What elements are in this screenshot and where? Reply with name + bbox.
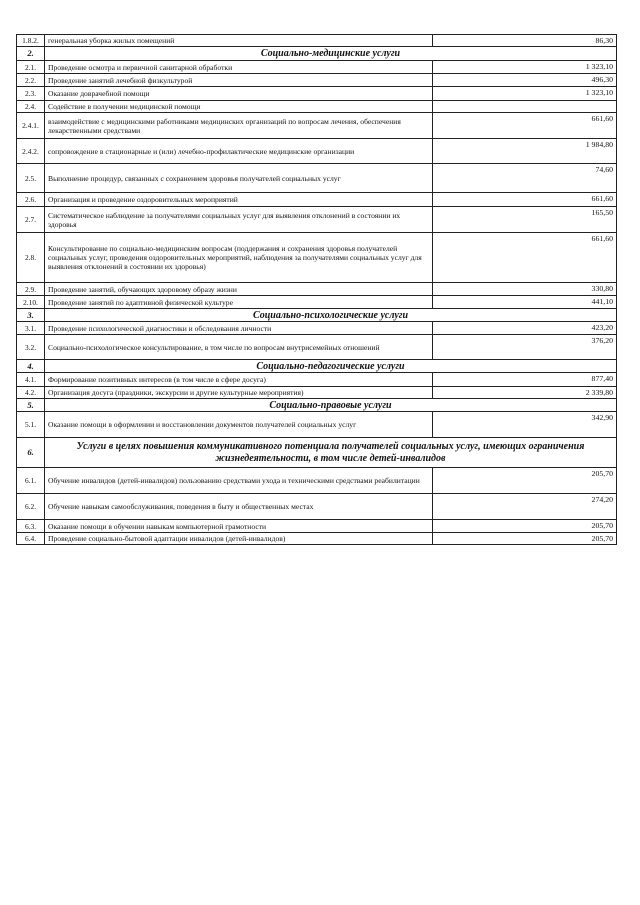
section-number: 5.: [17, 399, 45, 412]
service-price: 661,60: [433, 193, 617, 207]
service-row: [17, 335, 617, 360]
service-price: 342,90: [433, 412, 617, 438]
service-price: 376,20: [433, 335, 617, 360]
service-number: 2.10.: [17, 296, 45, 309]
service-number: 6.2.: [17, 494, 45, 520]
section-row: [17, 309, 617, 322]
service-number: 6.4.: [17, 533, 45, 545]
service-number: 3.1.: [17, 322, 45, 335]
service-row: [17, 494, 617, 520]
service-price: 205,70: [433, 520, 617, 533]
service-number: 2.6.: [17, 193, 45, 207]
service-name: Социально-психологическое консультирование, в том числе по вопросам внутрисемейных отношений: [45, 335, 433, 360]
service-row: [17, 193, 617, 207]
service-number: 2.9.: [17, 283, 45, 296]
service-row: [17, 101, 617, 113]
service-price: 165,50: [433, 207, 617, 233]
service-number: 2.5.: [17, 164, 45, 193]
service-name: Обучение инвалидов (детей-инвалидов) пользованию средствами ухода и техническими средствами реабилитации: [45, 468, 433, 494]
service-price: 1 323,10: [433, 61, 617, 74]
service-price: 441,10: [433, 296, 617, 309]
service-number: 2.8.: [17, 233, 45, 283]
service-number: 2.7.: [17, 207, 45, 233]
service-price: 661,60: [433, 233, 617, 283]
service-number: 2.1.: [17, 61, 45, 74]
service-number: 4.1.: [17, 373, 45, 387]
tariff-table-body: [17, 35, 617, 545]
service-name: Проведение занятий лечебной физкультурой: [45, 74, 433, 87]
service-row: [17, 533, 617, 545]
service-row: [17, 233, 617, 283]
service-price: 423,20: [433, 322, 617, 335]
service-row: [17, 468, 617, 494]
service-price: 661,60: [433, 113, 617, 139]
service-name: взаимодействие с медицинскими работниками медицинских организаций по вопросам лечения, обеспечения лекарственными средствами: [45, 113, 433, 139]
service-number: 2.4.: [17, 101, 45, 113]
service-price: 274,20: [433, 494, 617, 520]
service-row: [17, 87, 617, 101]
service-row: [17, 61, 617, 74]
section-number: 3.: [17, 309, 45, 322]
service-name: Обучение навыкам самообслуживания, поведения в быту и общественных местах: [45, 494, 433, 520]
service-row: [17, 207, 617, 233]
service-name: Выполнение процедур, связанных с сохранением здоровья получателей социальных услуг: [45, 164, 433, 193]
service-number: 3.2.: [17, 335, 45, 360]
service-name: Проведение осмотра и первичной санитарной обработки: [45, 61, 433, 74]
service-name: Проведение психологической диагностики и обследования личности: [45, 322, 433, 335]
service-number: 6.3.: [17, 520, 45, 533]
service-name: Оказание помощи в обучении навыкам компьютерной грамотности: [45, 520, 433, 533]
service-name: Проведение занятий, обучающих здоровому образу жизни: [45, 283, 433, 296]
service-row: [17, 283, 617, 296]
service-row: [17, 296, 617, 309]
service-row: [17, 322, 617, 335]
section-title: Социально-медицинские услуги: [45, 47, 617, 61]
service-name: сопровождение в стационарные и (или) лечебно-профилактические медицинские организации: [45, 139, 433, 164]
service-row: [17, 412, 617, 438]
service-price: 1 323,10: [433, 87, 617, 101]
service-row: [17, 387, 617, 399]
service-row: [17, 113, 617, 139]
service-row: [17, 520, 617, 533]
tariff-table: [16, 34, 617, 545]
service-price: 1 984,80: [433, 139, 617, 164]
section-row: [17, 399, 617, 412]
service-number: 4.2.: [17, 387, 45, 399]
service-name: Формирование позитивных интересов (в том числе в сфере досуга): [45, 373, 433, 387]
service-row: [17, 139, 617, 164]
section-number: 4.: [17, 360, 45, 373]
service-price: [433, 101, 617, 113]
service-price: 74,60: [433, 164, 617, 193]
service-name: Проведение социально-бытовой адаптации инвалидов (детей-инвалидов): [45, 533, 433, 545]
service-price: 205,70: [433, 468, 617, 494]
section-number: 6.: [17, 438, 45, 468]
service-price: 877,40: [433, 373, 617, 387]
service-price: 330,80: [433, 283, 617, 296]
service-row: [17, 373, 617, 387]
service-name: Оказание помощи в оформлении и восстановлении документов получателей социальных услуг: [45, 412, 433, 438]
section-title: Услуги в целях повышения коммуникативного потенциала получателей социальных услуг, имеющих ограничения жизнедеятельности, в том числе детей-инвалидов: [45, 438, 617, 468]
section-row: [17, 360, 617, 373]
service-name: генеральная уборка жилых помещений: [45, 35, 433, 47]
tariff-table-container: [16, 34, 616, 545]
section-row: [17, 438, 617, 468]
service-name: Оказание доврачебной помощи: [45, 87, 433, 101]
service-name: Организация и проведение оздоровительных мероприятий: [45, 193, 433, 207]
service-number: 2.4.1.: [17, 113, 45, 139]
section-title: Социально-педагогические услуги: [45, 360, 617, 373]
service-price: 86,30: [433, 35, 617, 47]
service-number: 2.2.: [17, 74, 45, 87]
service-number: 6.1.: [17, 468, 45, 494]
service-number: 5.1.: [17, 412, 45, 438]
service-price: 205,70: [433, 533, 617, 545]
service-number: 2.3.: [17, 87, 45, 101]
service-name: Проведение занятий по адаптивной физической культуре: [45, 296, 433, 309]
service-number: 1.8.2.: [17, 35, 45, 47]
service-name: Организация досуга (праздники, экскурсии и другие культурные мероприятия): [45, 387, 433, 399]
section-row: [17, 47, 617, 61]
service-row: [17, 164, 617, 193]
service-price: 496,30: [433, 74, 617, 87]
service-name: Содействие в получении медицинской помощи: [45, 101, 433, 113]
section-title: Социально-правовые услуги: [45, 399, 617, 412]
service-name: Консультирование по социально-медицинским вопросам (поддержания и сохранения здоровья получателей социальных услуг, проведения оздоровительных мероприятий, наблюдения за получателями социальных услуг для выявления отклонений в состоянии их здоровья): [45, 233, 433, 283]
service-number: 2.4.2.: [17, 139, 45, 164]
section-title: Социально-психологические услуги: [45, 309, 617, 322]
service-name: Систематическое наблюдение за получателями социальных услуг для выявления отклонений в состоянии их здоровья: [45, 207, 433, 233]
section-number: 2.: [17, 47, 45, 61]
service-row: [17, 35, 617, 47]
service-row: [17, 74, 617, 87]
service-price: 2 339,80: [433, 387, 617, 399]
